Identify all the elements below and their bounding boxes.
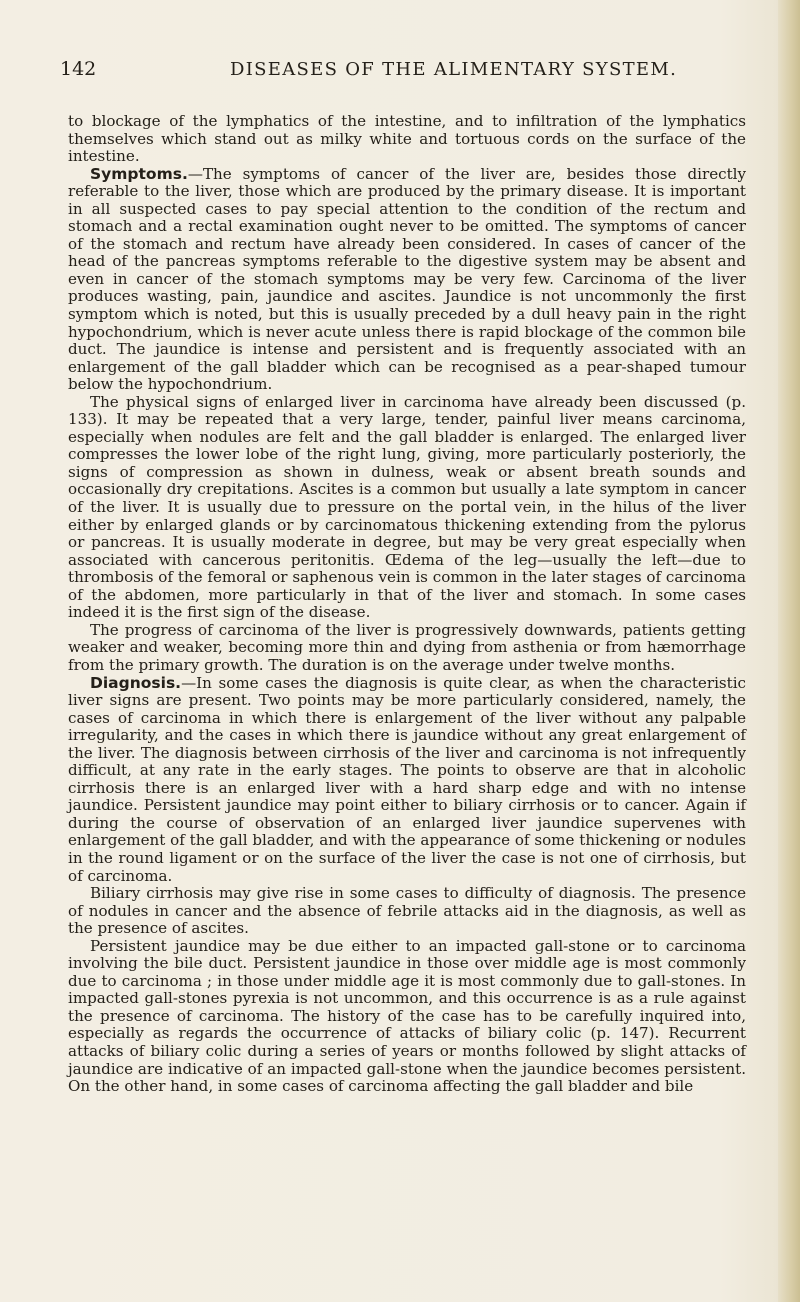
paragraph: [68, 885, 746, 938]
paragraph: [68, 166, 746, 394]
paragraph-text: Biliary cirrhosis may give rise in some cases to difficulty of diagnosis. The presence of nodules in cancer and the absence of febrile attacks aid in the diagnosis, as well as the presence of ascites.: [68, 884, 746, 938]
section-heading-diagnosis: Diagnosis.: [90, 673, 182, 692]
paragraph: [68, 675, 746, 886]
paragraph-text: Persistent jaundice may be due either to an impacted gall-stone or to carcinoma involving the bile duct. Persistent jaundice in those over middle age is most commonly due to carcinoma ; in those under middle age it is most commonly due to gall-stones. In impacted gall-stones pyrexia is not uncommon, and this occurrence is as a rule against the presence of carcinoma. The history of the case has to be carefully inquired into, especially as regards the occurrence of attacks of biliary colic (p. 147). Recurrent attacks of biliary colic during a series of years or months followed by slight attacks of jaundice are indicative of an impacted gall-stone when the jaundice becomes persistent. On the other hand, in some cases of carcinoma affecting the gall bladder and bile: [68, 936, 746, 1096]
paragraph: [68, 622, 746, 675]
paragraph: [68, 394, 746, 622]
paragraph: [68, 113, 746, 166]
running-head: DISEASES OF THE ALIMENTARY SYSTEM.: [230, 59, 678, 80]
page-header: [60, 58, 740, 88]
paragraph-text: The physical signs of enlarged liver in carcinoma have already been discussed (p. 133). It may be repeated that a very large, tender, painful liver means carcinoma, especially when nodules are felt and the gall bladder is enlarged. The enlarged liver compresses the lower lobe of the right lung, giving, more particularly posteriorly, the signs of compression as shown in dulness, weak or absent breath sounds and occasionally dry crepitations. Ascites is a common but usually a late symptom in cancer of the liver. It is usually due to pressure on the portal vein, in the hilus of the liver either by enlarged glands or by carcinomatous thickening extending from the pylorus or pancreas. It is usually moderate in degree, but may be very great especially when associated with cancerous peritonitis. Œdema of the leg—usually the left—due to thrombosis of the femoral or saphenous vein is common in the later stages of carcinoma of the abdomen, more particularly in that of the liver and stomach. In some cases indeed it is the first sign of the disease.: [68, 392, 746, 622]
paragraph-text: —In some cases the diagnosis is quite clear, as when the characteristic liver signs are present. Two points may be more particularly considered, namely, the cases of carcinoma in which there is enlargement of the liver without any palpable irregularity, and the cases in which there is jaundice without any great enlargement of the liver. The diagnosis between cirrhosis of the liver and carcinoma is not infrequently difficult, at any rate in the early stages. The points to observe are that in alcoholic cirrhosis there is an enlarged liver with a hard sharp edge and with no intense jaundice. Persistent jaundice may point either to biliary cirrhosis or to cancer. Again if during the course of observation of an enlarged liver jaundice supervenes with enlargement of the gall bladder, and with the appearance of some thickening or nodules in the round ligament or on the surface of the liver the case is not one of cirrhosis, but of carcinoma.: [68, 673, 746, 885]
paragraph-text: The progress of carcinoma of the liver is progressively downwards, patients getting weaker and weaker, becoming more thin and dying from asthenia or from hæmorrhage from the primary growth. The duration is on the average under twelve months.: [68, 620, 746, 674]
paragraph-text: to blockage of the lymphatics of the intestine, and to infiltration of the lymphatics themselves which stand out as milky white and tortuous cords on the surface of the intestine.: [68, 112, 746, 166]
body-text: [68, 113, 746, 1096]
page-edge: [778, 0, 800, 1302]
paragraph-text: —The symptoms of cancer of the liver are, besides those directly referable to the liver, those which are produced by the primary disease. It is important in all suspected cases to pay special attention to the condition of the rectum and stomach and a rectal examination ought never to be omitted. The symptoms of cancer of the stomach and rectum have already been considered. In cases of cancer of the head of the pancreas symptoms referable to the digestive system may be absent and even in cancer of the stomach symptoms may be very few. Carcinoma of the liver produces wasting, pain, jaundice and ascites. Jaundice is not uncommonly the first symptom which is noted, but this is usually preceded by a dull heavy pain in the right hypochondrium, which is never acute unless there is rapid blockage of the common bile duct. The jaundice is intense and persistent and is frequently associated with an enlargement of the gall bladder which can be recognised as a pear-shaped tumour below the hypochondrium.: [68, 164, 746, 394]
paragraph: [68, 938, 746, 1096]
section-heading-symptoms: Symptoms.: [90, 164, 188, 183]
page-number: 142: [60, 58, 97, 80]
